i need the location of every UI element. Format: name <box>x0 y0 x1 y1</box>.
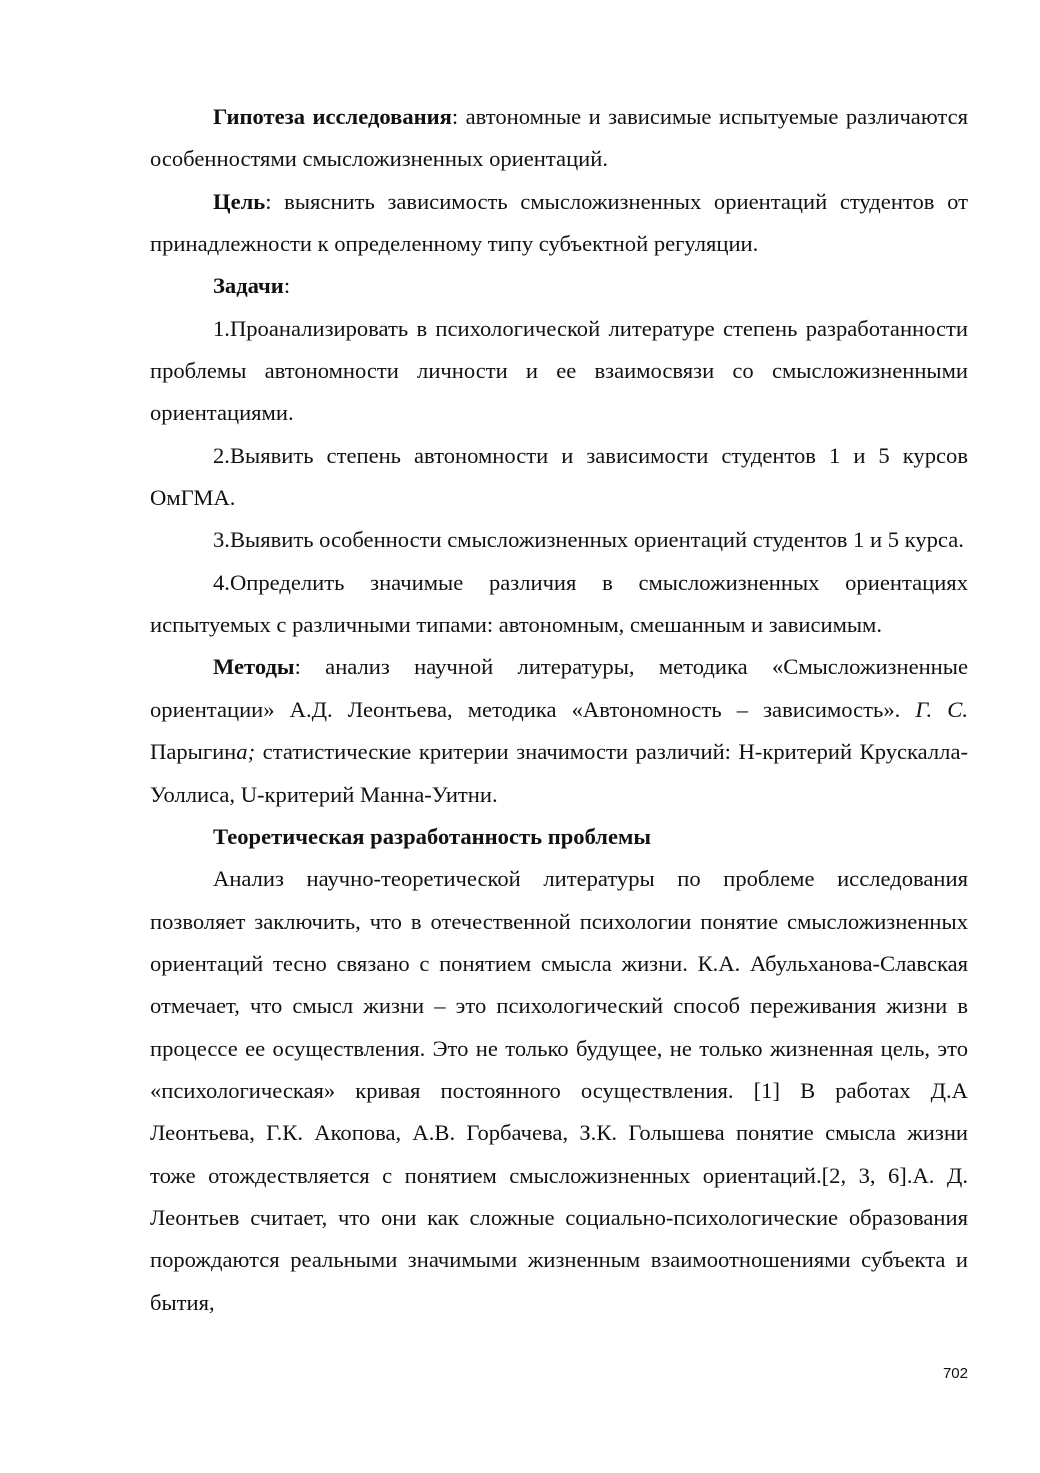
methods-criteria-text: статистические критерии значимости различий: Н-критерий Крускалла-Уоллиса, U-критерий Манна-Уитни. <box>150 739 968 807</box>
methods-author-suffix: а; <box>236 739 256 765</box>
task-item: 4.Определить значимые различия в смысложизненных ориентациях испытуемых с различными типами: автономным, смешанным и зависимым. <box>150 569 968 638</box>
tasks-heading <box>150 265 968 307</box>
task-item: 1.Проанализировать в психологической литературе степень разработанности проблемы автономности личности и ее взаимосвязи со смысложизненными ориентациями. <box>150 315 968 426</box>
goal-separator: : <box>265 188 285 214</box>
page-number: 702 <box>942 1365 968 1382</box>
tasks-separator: : <box>283 273 291 299</box>
goal-text: выяснить зависимость смысложизненных ориентаций студентов от принадлежности к определенному типу субъектной регуляции. <box>150 188 968 257</box>
hypothesis-separator: : <box>451 104 466 129</box>
task-item: 3.Выявить особенности смысложизненных ориентаций студентов 1 и 5 курса. <box>213 527 964 553</box>
section-heading-text: Теоретическая разработанность проблемы <box>213 823 652 849</box>
hypothesis-text: автономные и зависимые испытуемые различаются особенностями смысложизненных ориентаций. <box>150 104 968 172</box>
methods-text: анализ научной литературы, методика «Смысложизненные ориентации» А.Д. Леонтьева, методика «Автономность – зависимость». <box>150 654 968 722</box>
hypothesis-paragraph <box>150 96 968 181</box>
goal-label: Цель <box>213 188 266 214</box>
page-body <box>150 96 968 1324</box>
methods-author-initials: Г. С. <box>915 696 968 722</box>
methods-label: Методы <box>213 654 295 680</box>
methods-separator: : <box>294 654 326 680</box>
task-item: 2.Выявить степень автономности и зависимости студентов 1 и 5 курсов ОмГМА. <box>150 442 968 511</box>
tasks-label: Задачи <box>213 273 284 299</box>
methods-author-name: Парыгин <box>150 739 237 765</box>
hypothesis-label: Гипотеза исследования <box>213 104 452 129</box>
section-heading <box>150 816 968 858</box>
methods-paragraph <box>150 646 968 815</box>
theory-paragraph: Анализ научно-теоретической литературы по проблеме исследования позволяет заключить, что в отечественной психологии понятие смысложизненных ориентаций тесно связано с понятием смысла жизни. К.А. Абульханова-Славская отмечает, что смысл жизни – это психологический способ переживания жизни в процессе ее осуществления. Это не только будущее, не только жизненная цель, это «психологическая» кривая постоянного осуществления. [1] В работах Д.А Леонтьева, Г.К. Акопова, А.В. Горбачева, З.К. Голышева понятие смысла жизни тоже отождествляется с понятием смысложизненных ориентаций.[2, 3, 6].А. Д. Леонтьев считает, что они как сложные социально-психологические образования порождаются реальными значимыми жизненным взаимоотношениями субъекта и бытия, <box>150 866 968 1315</box>
goal-paragraph <box>150 181 968 266</box>
